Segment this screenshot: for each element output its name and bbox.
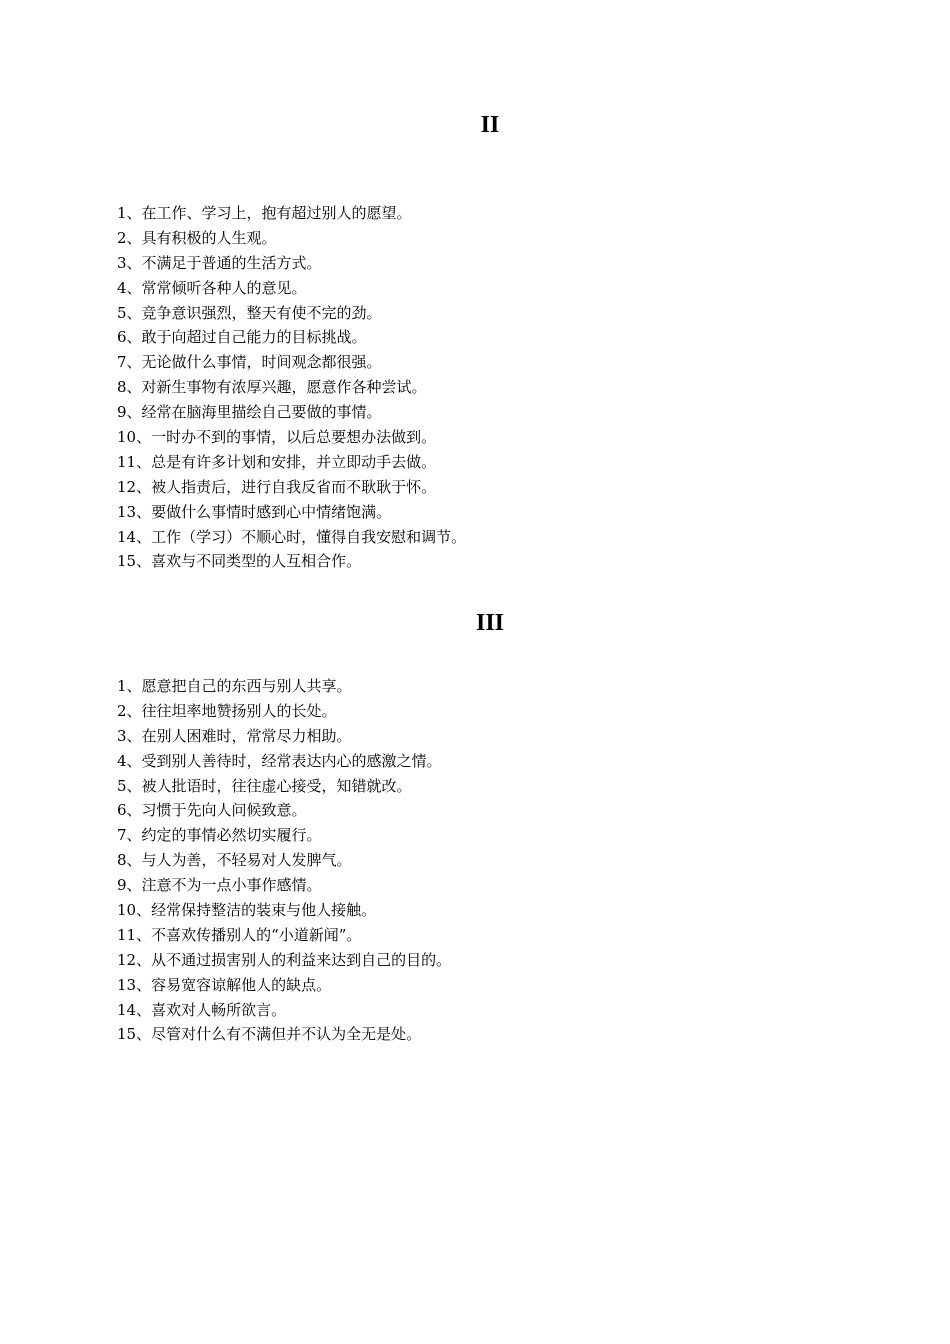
list-item: 2、具有积极的人生观。 [117, 228, 277, 247]
list-item: 1、愿意把自己的东西与别人共享。 [117, 677, 352, 695]
list-item: 3、不满足于普通的生活方式。 [117, 253, 322, 272]
list-item: 5、被人批语时，往往虚心接受，知错就改。 [117, 776, 412, 795]
list-item: 10、一时办不到的事情，以后总要想办法做到。 [117, 428, 437, 447]
list-item: 15、尽管对什么有不满但并不认为全无是处。 [117, 1025, 422, 1044]
list-item: 9、经常在脑海里描绘自己要做的事情。 [117, 403, 382, 422]
list-item: 1、在工作、学习上，抱有超过别人的愿望。 [117, 204, 412, 222]
list-item: 9、注意不为一点小事作感情。 [117, 876, 322, 895]
list-item: 5、竞争意识强烈，整天有使不完的劲。 [117, 303, 382, 322]
section-heading-iii: III [475, 610, 505, 636]
list-item: 11、总是有许多计划和安排，并立即动手去做。 [117, 452, 437, 471]
list-item: 15、喜欢与不同类型的人互相合作。 [117, 552, 362, 571]
list-item: 14、工作（学习）不顺心时，懂得自我安慰和调节。 [117, 527, 467, 546]
list-item: 3、在别人困难时，常常尽力相助。 [117, 726, 352, 745]
list-item: 4、受到别人善待时，经常表达内心的感激之情。 [117, 751, 442, 770]
list-item: 10、经常保持整洁的装束与他人接触。 [117, 901, 377, 920]
section-iii-item-list [117, 674, 451, 1047]
list-item: 4、常常倾听各种人的意见。 [117, 278, 307, 297]
list-item: 8、对新生事物有浓厚兴趣，愿意作各种尝试。 [117, 378, 427, 397]
section-ii-item-list [117, 201, 466, 574]
list-item: 7、无论做什么事情，时间观念都很强。 [117, 353, 382, 372]
list-item: 13、要做什么事情时感到心中情绪饱满。 [117, 502, 392, 521]
list-item: 2、往往坦率地赞扬别人的长处。 [117, 701, 337, 720]
list-item: 11、不喜欢传播别人的“小道新闻”。 [117, 925, 362, 944]
list-item: 14、喜欢对人畅所欲言。 [117, 1000, 287, 1019]
list-item: 6、敢于向超过自己能力的目标挑战。 [117, 328, 367, 347]
list-item: 12、被人指责后，进行自我反省而不耿耿于怀。 [117, 477, 437, 496]
section-heading-ii: II [480, 112, 500, 138]
list-item: 8、与人为善，不轻易对人发脾气。 [117, 851, 352, 870]
list-item: 12、从不通过损害别人的利益来达到自己的目的。 [117, 950, 452, 969]
list-item: 7、约定的事情必然切实履行。 [117, 826, 322, 845]
list-item: 13、容易宽容谅解他人的缺点。 [117, 975, 332, 994]
list-item: 6、习惯于先向人问候致意。 [117, 801, 307, 820]
